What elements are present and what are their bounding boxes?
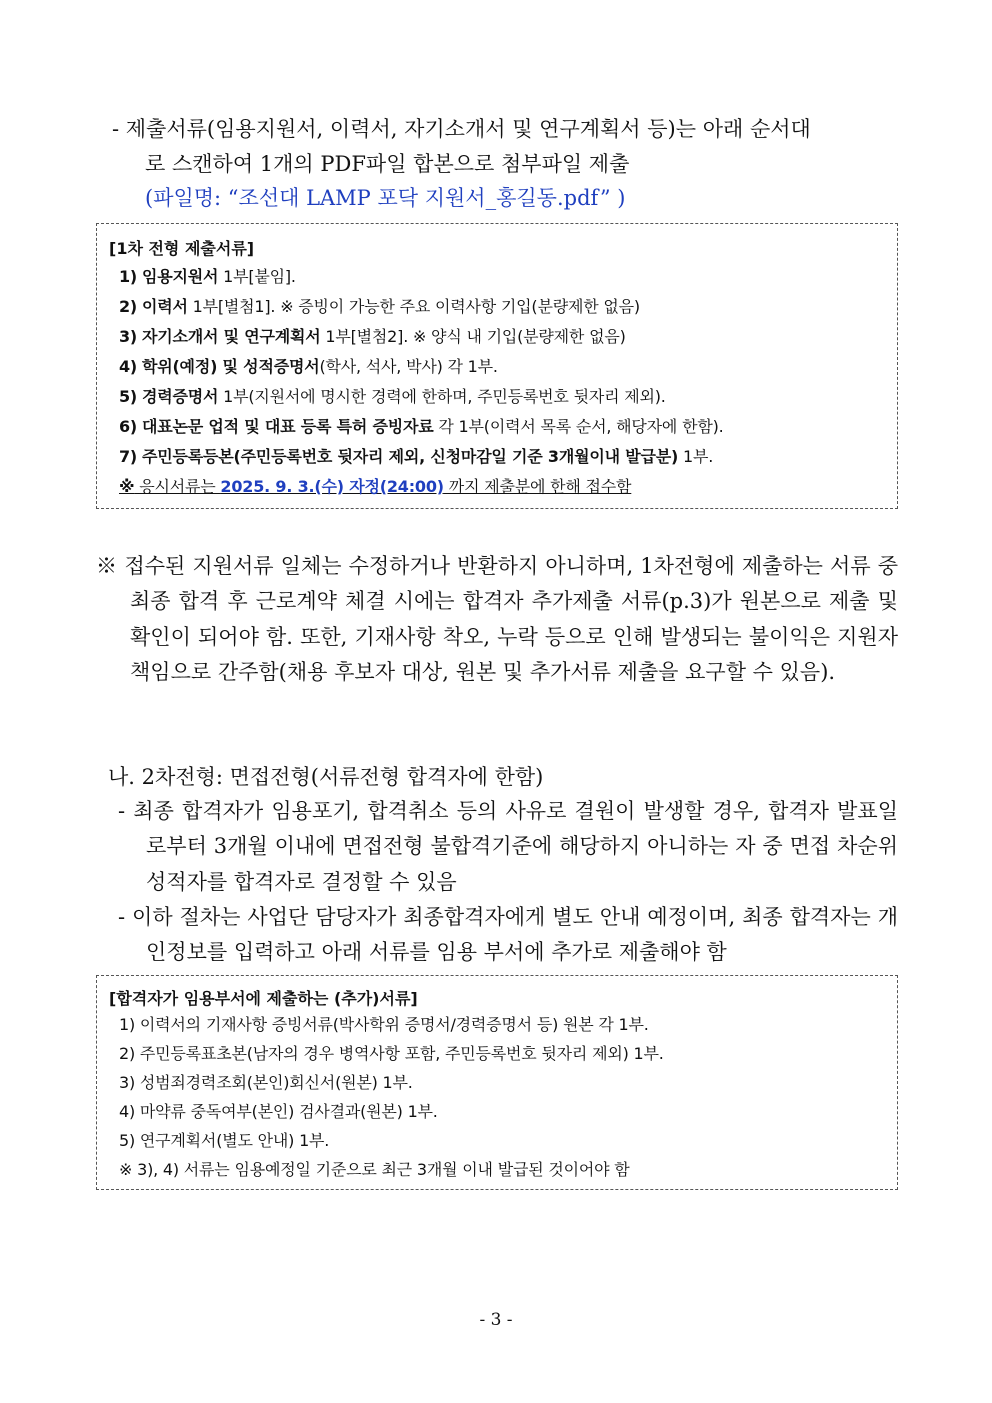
notice-paragraph: ※ 접수된 지원서류 일체는 수정하거나 반환하지 아니하며, 1차전형에 제출하는 서류 중 최종 합격 후 근로계약 체결 시에는 합격자 추가제출 서류(p.3)가 원본으로 제출 및 확인이 되어야 함. 또한, 기재사항 착오, 누락 등으로 인해 발생되는 불이익은 지원자 책임으로 간주함(채용 후보자 대상, 원본 및 추가서류 제출을 요구할 수 있음). <box>96 554 898 684</box>
intro-line-2: 로 스캔하여 1개의 PDF파일 합본으로 첨부파일 제출 <box>145 152 630 176</box>
section2-heading: 나. 2차전형: 면접전형(서류전형 합격자에 한함) <box>108 765 544 789</box>
box1-item: 2) 이력서 1부[별첨1]. ※ 증빙이 가능한 주요 이력사항 기입(분량제한 없음) <box>119 297 640 316</box>
deadline-date: 2025. 9. 3.(수) 자정(24:00) <box>220 477 444 496</box>
page-number: - 3 - <box>479 1310 513 1330</box>
box2-item: 1) 이력서의 기재사항 증빙서류(박사학위 증명서/경력증명서 등) 원본 각 1부. <box>119 1015 649 1034</box>
box1-item: 3) 자기소개서 및 연구계획서 1부[별첨2]. ※ 양식 내 기입(분량제한 없음) <box>119 327 626 346</box>
box1-item: 5) 경력증명서 1부(지원서에 명시한 경력에 한하며, 주민등록번호 뒷자리 제외). <box>119 387 666 406</box>
box1-deadline-note: ※ 응시서류는 2025. 9. 3.(수) 자정(24:00) 까지 제출분에 한해 접수함 <box>119 477 632 496</box>
box2-item: 4) 마약류 중독여부(본인) 검사결과(원본) 1부. <box>119 1102 438 1121</box>
box2-item: 3) 성범죄경력조회(본인)회신서(원본) 1부. <box>119 1073 413 1092</box>
box1-item: 7) 주민등록등본(주민등록번호 뒷자리 제외, 신청마감일 기준 3개월이내 발급분) 1부. <box>119 447 714 466</box>
first-stage-documents-box <box>96 223 898 509</box>
additional-documents-box <box>96 975 898 1190</box>
section2-bullet-1: - 최종 합격자가 임용포기, 합격취소 등의 사유로 결원이 발생할 경우, 합격자 발표일로부터 3개월 이내에 면접전형 불합격기준에 해당하지 아니하는 자 중 면접 차순위 성적자를 합격자로 결정할 수 있음 <box>118 799 898 894</box>
box2-item: 5) 연구계획서(별도 안내) 1부. <box>119 1131 330 1150</box>
section2-bullet-2: - 이하 절차는 사업단 담당자가 최종합격자에게 별도 안내 예정이며, 최종 합격자는 개인정보를 입력하고 아래 서류를 임용 부서에 추가로 제출해야 함 <box>118 905 898 965</box>
box2-note: ※ 3), 4) 서류는 임용예정일 기준으로 최근 3개월 이내 발급된 것이어야 함 <box>119 1160 630 1179</box>
box1-item: 1) 임용지원서 1부[붙임]. <box>119 267 296 286</box>
intro-filename: (파일명: “조선대 LAMP 포닥 지원서_홍길동.pdf” ) <box>145 186 626 210</box>
box1-title: [1차 전형 제출서류] <box>109 239 255 258</box>
intro-line-1: - 제출서류(임용지원서, 이력서, 자기소개서 및 연구계획서 등)는 아래 순서대 <box>112 117 811 141</box>
box1-item: 4) 학위(예정) 및 성적증명서(학사, 석사, 박사) 각 1부. <box>119 357 498 376</box>
box2-title: [합격자가 임용부서에 제출하는 (추가)서류] <box>109 989 418 1008</box>
box1-item: 6) 대표논문 업적 및 대표 등록 특허 증빙자료 각 1부(이력서 목록 순서, 해당자에 한함). <box>119 417 724 436</box>
box2-item: 2) 주민등록표초본(남자의 경우 병역사항 포함, 주민등록번호 뒷자리 제외) 1부. <box>119 1044 664 1063</box>
